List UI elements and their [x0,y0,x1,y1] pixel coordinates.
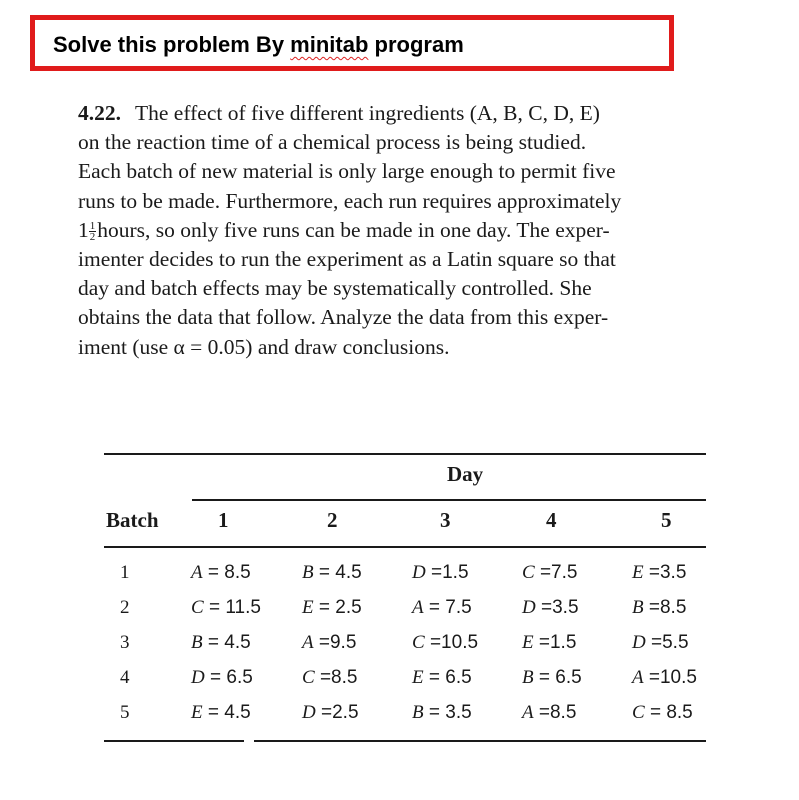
table-cell [191,702,251,724]
table-cell [191,667,253,689]
table-bottom-rule-right [254,740,706,742]
reaction-time-value: = 3.5 [423,702,472,723]
instruction-banner [30,15,674,71]
batch-number: 4 [120,667,130,688]
fraction [89,221,97,242]
table-cell [632,597,686,619]
ingredient-letter: B [632,597,644,618]
fraction-numerator: 1 [89,220,96,233]
ingredient-letter: E [302,597,314,618]
table-cell [412,562,469,584]
reaction-time-value: =8.5 [314,667,358,688]
table-cell [302,597,362,619]
table-cell [302,632,356,654]
table-cell [632,667,697,689]
ingredient-letter: B [522,667,534,688]
reaction-time-value: = 6.5 [423,667,472,688]
reaction-time-value: =1.5 [533,632,577,653]
table-cell [412,632,478,654]
ingredient-letter: A [302,632,314,653]
instruction-suffix: program [368,32,464,57]
ingredient-letter: C [632,702,645,723]
ingredient-letter: A [632,667,644,688]
problem-number: 4.22. [78,101,121,125]
batch-number: 3 [120,632,130,653]
table-cell [522,597,579,619]
table-cell [302,562,362,584]
table-cell [522,702,576,724]
ingredient-letter: A [522,702,534,723]
problem-line: iment (use α = 0.05) and draw conclusions. [78,334,450,359]
problem-line: imenter decides to run the experiment as a Latin square so that [78,247,616,272]
reaction-time-value: = 2.5 [313,597,362,618]
reaction-time-value: =8.5 [643,597,687,618]
reaction-time-value: =5.5 [645,632,689,653]
problem-line [78,216,738,245]
batch-number: 2 [120,597,130,618]
ingredient-letter: E [522,632,534,653]
header-bottom-rule [104,546,706,548]
reaction-time-value: =9.5 [313,632,357,653]
batch-number: 5 [120,702,130,723]
ingredient-letter: C [191,597,204,618]
reaction-time-value: = 4.5 [202,632,251,653]
day-column-header: 2 [327,508,338,532]
table-cell [522,667,582,689]
day-column-header: 4 [546,508,557,532]
problem-line: day and batch effects may be systematically controlled. She [78,276,592,301]
reaction-time-value: =2.5 [315,702,359,723]
problem-line: runs to be made. Furthermore, each run requires approximately [78,188,622,213]
table-top-rule [104,453,706,455]
reaction-time-value: = 4.5 [313,562,362,583]
ingredient-letter: B [302,562,314,583]
problem-text-line: The effect of five different ingredients (A, B, C, D, E) [135,101,600,125]
batch-header: Batch [106,508,159,532]
table-cell [412,597,472,619]
ingredient-letter: E [191,702,203,723]
day-header: Day [447,462,484,486]
ingredient-letter: E [412,667,424,688]
ingredient-letter: D [191,667,205,688]
instruction-prefix: Solve this problem By [53,32,291,57]
ingredient-letter: D [412,562,426,583]
problem-line: Each batch of new material is only large enough to permit five [78,159,616,184]
problem-text-line: hours, so only five runs can be made in one day. The exper- [97,217,610,242]
problem-line [78,99,738,128]
ingredient-letter: B [412,702,424,723]
reaction-time-value: =1.5 [425,562,469,583]
table-bottom-rule-left [104,740,244,742]
mixed-number-whole: 1 [78,217,89,242]
table-cell [632,562,686,584]
ingredient-letter: A [191,562,203,583]
day-header-rule [192,499,706,501]
table-cell [412,667,472,689]
ingredient-letter: C [302,667,315,688]
ingredient-letter: C [522,562,535,583]
table-cell [191,632,251,654]
table-cell [632,702,693,724]
reaction-time-value: =7.5 [534,562,578,583]
table-cell [302,667,357,689]
fraction-denominator: 2 [89,231,96,244]
batch-number: 1 [120,562,130,583]
day-column-header: 5 [661,508,672,532]
day-column-header: 1 [218,508,229,532]
reaction-time-value: = 4.5 [202,702,251,723]
reaction-time-value: =3.5 [535,597,579,618]
reaction-time-value: = 6.5 [533,667,582,688]
ingredient-letter: D [522,597,536,618]
reaction-time-value: = 8.5 [644,702,693,723]
table-cell [191,562,251,584]
ingredient-letter: D [632,632,646,653]
reaction-time-value: = 7.5 [423,597,472,618]
reaction-time-value: =10.5 [643,667,697,688]
instruction-text [53,32,464,58]
reaction-time-value: = 8.5 [202,562,251,583]
table-cell [302,702,359,724]
day-column-header: 3 [440,508,451,532]
ingredient-letter: D [302,702,316,723]
reaction-time-value: = 11.5 [203,597,261,618]
table-cell [412,702,472,724]
table-cell [522,632,576,654]
reaction-time-value: =10.5 [424,632,479,653]
table-cell [632,632,689,654]
table-cell [522,562,577,584]
spellcheck-word: minitab [290,32,369,57]
ingredient-letter: C [412,632,425,653]
reaction-time-value: =8.5 [533,702,577,723]
problem-line: obtains the data that follow. Analyze the data from this exper- [78,305,609,330]
ingredient-letter: B [191,632,203,653]
reaction-time-value: = 6.5 [204,667,253,688]
reaction-time-value: =3.5 [643,562,687,583]
ingredient-letter: A [412,597,424,618]
table-cell [191,597,261,619]
problem-statement [78,99,738,362]
problem-line: on the reaction time of a chemical process is being studied. [78,130,587,155]
ingredient-letter: E [632,562,644,583]
